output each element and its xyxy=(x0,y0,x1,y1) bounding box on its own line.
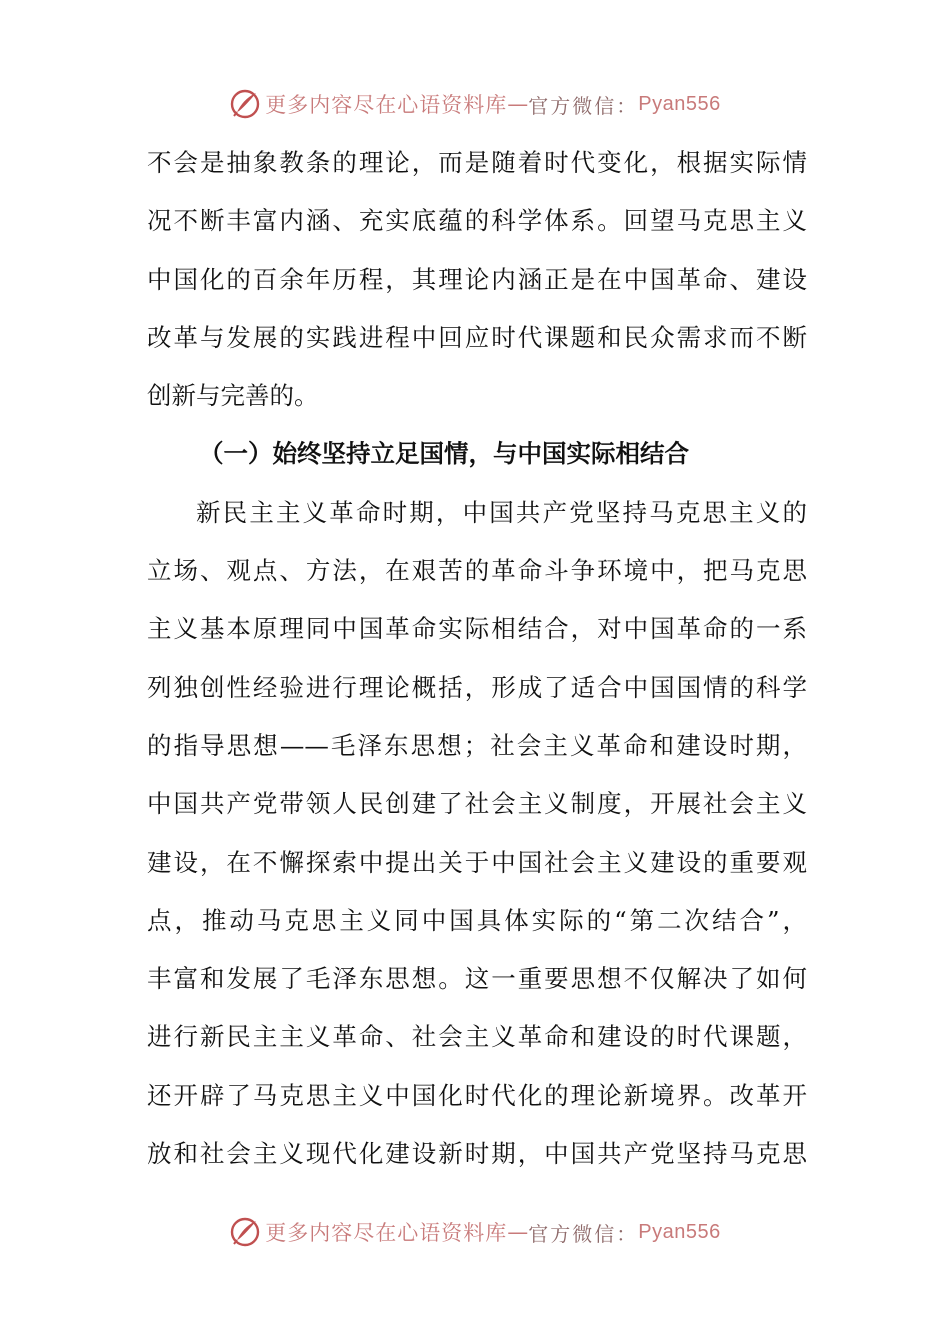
feather-pen-icon xyxy=(229,88,261,120)
text-line: 况不断丰富内涵、充实底蕴的科学体系。回望马克思主义 xyxy=(147,206,807,236)
feather-pen-icon xyxy=(229,1216,261,1248)
section-heading: （一）始终坚持立足国情，与中国实际相结合 xyxy=(199,439,689,469)
text-line: 建设，在不懈探索中提出关于中国社会主义建设的重要观 xyxy=(147,847,807,877)
watermark-separator: — xyxy=(507,1220,529,1244)
footer-watermark xyxy=(0,1212,950,1252)
text-line: 的指导思想——毛泽东思想；社会主义革命和建设时期， xyxy=(147,730,807,760)
watermark-separator: — xyxy=(507,92,529,116)
text-line: 还开辟了马克思主义中国化时代化的理论新境界。改革开 xyxy=(147,1080,807,1110)
header-watermark xyxy=(0,84,950,124)
paragraph-2 xyxy=(147,484,807,1184)
watermark-main-text: 更多内容尽在心语资料库 xyxy=(265,1221,508,1245)
text-line: 点，推动马克思主义同中国具体实际的“第二次结合”， xyxy=(147,905,807,935)
watermark-main-text: 更多内容尽在心语资料库 xyxy=(265,93,508,117)
text-line: 不会是抽象教条的理论，而是随着时代变化，根据实际情 xyxy=(147,148,807,177)
watermark-wechat-id: Pyan556 xyxy=(638,92,721,115)
watermark-wechat-label: 官方微信： xyxy=(528,93,639,118)
text-line: 进行新民主主义革命、社会主义革命和建设的时代课题， xyxy=(147,1022,807,1052)
text-line: 中国共产党带领人民创建了社会主义制度，开展社会主义 xyxy=(147,789,807,819)
document-body xyxy=(147,134,807,1183)
text-line: 主义基本原理同中国革命实际相结合，对中国革命的一系 xyxy=(147,614,807,644)
text-line: 列独创性经验进行理论概括，形成了适合中国国情的科学 xyxy=(147,672,807,702)
text-line: 丰富和发展了毛泽东思想。这一重要思想不仅解决了如何 xyxy=(147,964,807,994)
text-line: 创新与完善的。 xyxy=(147,381,319,411)
watermark-wechat-label: 官方微信： xyxy=(528,1221,639,1246)
text-line: 立场、观点、方法，在艰苦的革命斗争环境中，把马克思 xyxy=(147,556,807,586)
text-line: 改革与发展的实践进程中回应时代课题和民众需求而不断 xyxy=(147,322,807,352)
watermark-wechat-id: Pyan556 xyxy=(638,1220,721,1243)
text-line: 放和社会主义现代化建设新时期，中国共产党坚持马克思 xyxy=(147,1139,807,1169)
paragraph-1 xyxy=(147,134,807,425)
text-line: 新民主主义革命时期，中国共产党坚持马克思主义的 xyxy=(196,497,807,527)
text-line: 中国化的百余年历程，其理论内涵正是在中国革命、建设 xyxy=(147,264,807,294)
